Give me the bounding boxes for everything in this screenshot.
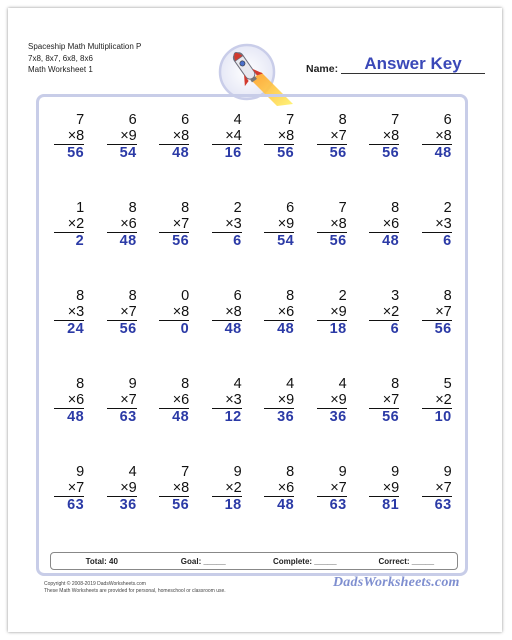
- problem-stack: [54, 112, 84, 200]
- problem-answer: 48: [277, 321, 295, 337]
- problem-stack: [369, 112, 399, 200]
- copyright-line: Copyright © 2008-2019 DadsWorksheets.com: [44, 581, 146, 587]
- problem-multiplier: ×7: [107, 304, 137, 321]
- problem-multiplier: ×6: [107, 216, 137, 233]
- problem-stack: [54, 288, 84, 376]
- problem-answer: 16: [224, 145, 242, 161]
- problem-answer: 2: [75, 233, 85, 249]
- problem-answer: 24: [67, 321, 85, 337]
- problem-answer: 63: [119, 409, 137, 425]
- problem-multiplier: ×9: [317, 304, 347, 321]
- worksheet-subtitle: Math Worksheet 1: [28, 65, 93, 74]
- problem-multiplier: ×2: [212, 480, 242, 497]
- problem-multiplier: ×8: [317, 216, 347, 233]
- problem-answer: 36: [329, 409, 347, 425]
- problem-answer: 56: [172, 233, 190, 249]
- problem-multiplier: ×8: [159, 304, 189, 321]
- problem-answer: 48: [172, 409, 190, 425]
- problem-multiplicand: 8: [391, 200, 400, 216]
- problem-answer: 56: [382, 145, 400, 161]
- worksheet-title: Spaceship Math Multiplication P: [28, 42, 142, 51]
- problem-answer: 48: [172, 145, 190, 161]
- problem-item: [148, 464, 201, 552]
- problem-multiplier: ×7: [159, 216, 189, 233]
- problem-multiplicand: 9: [338, 464, 347, 480]
- problem-answer: 54: [119, 145, 137, 161]
- problem-multiplicand: 8: [181, 376, 190, 392]
- problem-answer: 56: [329, 233, 347, 249]
- usage-line: These Math Worksheets are provided for personal, homeschool or classroom use.: [44, 587, 226, 594]
- problem-multiplicand: 7: [391, 112, 400, 128]
- problem-item: [358, 376, 411, 464]
- problem-stack: [107, 464, 137, 552]
- problem-multiplier: ×6: [264, 304, 294, 321]
- problem-multiplier: ×7: [369, 392, 399, 409]
- problem-multiplicand: 8: [181, 200, 190, 216]
- worksheet-facts: 7x8, 8x7, 6x8, 8x6: [28, 53, 93, 63]
- complete-field[interactable]: Complete: _____: [272, 556, 337, 566]
- problem-item: [96, 200, 149, 288]
- problem-multiplicand: 9: [76, 464, 85, 480]
- problem-multiplicand: 7: [286, 112, 295, 128]
- problem-stack: [159, 112, 189, 200]
- problem-item: [411, 464, 464, 552]
- problem-item: [96, 464, 149, 552]
- problem-stack: [107, 376, 137, 464]
- problem-answer: 48: [119, 233, 137, 249]
- problem-item: [96, 112, 149, 200]
- problem-multiplier: ×9: [264, 392, 294, 409]
- problem-answer: 56: [382, 409, 400, 425]
- problem-item: [411, 112, 464, 200]
- problem-item: [43, 200, 96, 288]
- problem-answer: 56: [434, 321, 452, 337]
- problem-stack: [264, 200, 294, 288]
- problem-item: [201, 200, 254, 288]
- problem-stack: [422, 112, 452, 200]
- problem-stack: [54, 464, 84, 552]
- problem-multiplicand: 8: [286, 464, 295, 480]
- problem-multiplier: ×8: [422, 128, 452, 145]
- problem-multiplier: ×7: [107, 392, 137, 409]
- problem-answer: 56: [329, 145, 347, 161]
- problem-multiplicand: 4: [233, 376, 242, 392]
- problem-stack: [317, 464, 347, 552]
- problems-grid: [43, 112, 463, 552]
- problem-item: [253, 288, 306, 376]
- problem-answer: 6: [390, 321, 400, 337]
- problem-multiplier: ×9: [369, 480, 399, 497]
- problem-stack: [369, 288, 399, 376]
- problem-answer: 48: [434, 145, 452, 161]
- problem-stack: [422, 288, 452, 376]
- problem-multiplicand: 1: [76, 200, 85, 216]
- problem-answer: 0: [180, 321, 190, 337]
- problem-multiplier: ×3: [54, 304, 84, 321]
- copyright-notice: [44, 581, 226, 594]
- problem-multiplicand: 6: [286, 200, 295, 216]
- problem-multiplicand: 8: [76, 288, 85, 304]
- problem-multiplier: ×7: [422, 304, 452, 321]
- problem-multiplier: ×9: [107, 128, 137, 145]
- problem-multiplier: ×7: [54, 480, 84, 497]
- problem-item: [306, 376, 359, 464]
- problem-stack: [369, 376, 399, 464]
- problem-answer: 63: [329, 497, 347, 513]
- problem-multiplier: ×9: [107, 480, 137, 497]
- problem-item: [253, 112, 306, 200]
- problem-multiplier: ×6: [264, 480, 294, 497]
- problem-multiplicand: 8: [76, 376, 85, 392]
- problem-item: [411, 288, 464, 376]
- problem-multiplicand: 8: [391, 376, 400, 392]
- problem-item: [306, 464, 359, 552]
- problem-stack: [422, 200, 452, 288]
- problem-item: [358, 112, 411, 200]
- problem-answer: 10: [434, 409, 452, 425]
- problem-item: [411, 200, 464, 288]
- problem-multiplier: ×3: [422, 216, 452, 233]
- problem-answer: 56: [277, 145, 295, 161]
- problem-item: [253, 464, 306, 552]
- problem-multiplier: ×4: [212, 128, 242, 145]
- problem-answer: 6: [443, 233, 452, 249]
- problem-item: [253, 376, 306, 464]
- problem-stack: [107, 200, 137, 288]
- problem-multiplier: ×7: [422, 480, 452, 497]
- problem-item: [201, 288, 254, 376]
- problem-multiplier: ×6: [369, 216, 399, 233]
- problem-stack: [159, 376, 189, 464]
- problem-multiplier: ×7: [317, 480, 347, 497]
- problem-answer: 56: [172, 497, 190, 513]
- problem-multiplicand: 8: [128, 200, 137, 216]
- problem-item: [253, 200, 306, 288]
- problem-item: [411, 376, 464, 464]
- goal-field[interactable]: Goal: _____: [180, 556, 226, 566]
- problem-item: [43, 288, 96, 376]
- problem-multiplicand: 4: [128, 464, 137, 480]
- problem-answer: 6: [233, 233, 242, 249]
- name-label: Name:: [306, 63, 339, 75]
- problem-item: [306, 112, 359, 200]
- problem-item: [358, 288, 411, 376]
- dadsworksheets-logo: DadsWorksheets.com: [333, 575, 460, 590]
- problem-multiplier: ×3: [212, 392, 242, 409]
- problem-item: [358, 200, 411, 288]
- problem-answer: 18: [329, 321, 347, 337]
- problem-multiplicand: 8: [128, 288, 137, 304]
- problem-multiplicand: 4: [233, 112, 242, 128]
- problem-item: [148, 200, 201, 288]
- problem-item: [43, 376, 96, 464]
- problem-stack: [264, 288, 294, 376]
- problem-multiplier: ×2: [422, 392, 452, 409]
- problem-multiplicand: 9: [443, 464, 452, 480]
- problem-multiplicand: 9: [128, 376, 137, 392]
- problem-stack: [422, 376, 452, 464]
- answer-key-text: Answer Key: [364, 54, 462, 73]
- problem-item: [148, 112, 201, 200]
- problem-stack: [212, 112, 242, 200]
- problem-multiplier: ×8: [264, 128, 294, 145]
- problem-answer: 18: [224, 497, 242, 513]
- problem-multiplier: ×3: [212, 216, 242, 233]
- problem-item: [43, 464, 96, 552]
- problem-stack: [212, 464, 242, 552]
- problem-multiplicand: 0: [181, 288, 190, 304]
- worksheet-header: [28, 41, 141, 76]
- problem-answer: 81: [382, 497, 400, 513]
- score-bar: [50, 552, 458, 570]
- problem-stack: [264, 464, 294, 552]
- problem-item: [201, 112, 254, 200]
- problem-multiplicand: 9: [391, 464, 400, 480]
- problem-multiplicand: 8: [443, 288, 452, 304]
- problem-answer: 48: [224, 321, 242, 337]
- problem-multiplicand: 4: [286, 376, 295, 392]
- problem-stack: [159, 288, 189, 376]
- problem-answer: 36: [277, 409, 295, 425]
- problem-multiplier: ×9: [317, 392, 347, 409]
- problem-stack: [159, 464, 189, 552]
- problem-multiplicand: 6: [181, 112, 190, 128]
- problem-multiplicand: 5: [443, 376, 452, 392]
- problem-multiplier: ×8: [212, 304, 242, 321]
- problem-multiplicand: 7: [181, 464, 190, 480]
- problem-multiplicand: 9: [233, 464, 242, 480]
- problem-stack: [54, 200, 84, 288]
- problem-stack: [317, 288, 347, 376]
- problem-multiplicand: 7: [76, 112, 85, 128]
- problem-answer: 54: [277, 233, 295, 249]
- problem-stack: [369, 200, 399, 288]
- problem-answer: 63: [67, 497, 85, 513]
- problem-multiplicand: 6: [128, 112, 137, 128]
- problem-item: [96, 288, 149, 376]
- problem-multiplier: ×6: [54, 392, 84, 409]
- problem-multiplicand: 2: [338, 288, 347, 304]
- problem-multiplier: ×8: [54, 128, 84, 145]
- correct-field[interactable]: Correct: _____: [378, 556, 435, 566]
- problem-multiplicand: 2: [443, 200, 452, 216]
- problem-stack: [159, 200, 189, 288]
- problem-stack: [369, 464, 399, 552]
- problem-answer: 48: [277, 497, 295, 513]
- problem-item: [201, 464, 254, 552]
- problem-item: [96, 376, 149, 464]
- problem-stack: [317, 200, 347, 288]
- total-label: Total: 40: [85, 556, 118, 566]
- problem-multiplier: ×9: [264, 216, 294, 233]
- problem-multiplicand: 6: [233, 288, 242, 304]
- problem-answer: 56: [119, 321, 137, 337]
- problem-stack: [317, 376, 347, 464]
- problem-multiplicand: 6: [443, 112, 452, 128]
- problem-multiplier: ×8: [369, 128, 399, 145]
- problem-item: [148, 288, 201, 376]
- problem-multiplicand: 4: [338, 376, 347, 392]
- problem-multiplier: ×6: [159, 392, 189, 409]
- problem-multiplier: ×7: [317, 128, 347, 145]
- problem-item: [43, 112, 96, 200]
- problem-stack: [317, 112, 347, 200]
- problem-multiplicand: 7: [338, 200, 347, 216]
- problem-answer: 36: [119, 497, 137, 513]
- problem-multiplicand: 8: [338, 112, 347, 128]
- problem-item: [306, 200, 359, 288]
- problem-item: [148, 376, 201, 464]
- problem-answer: 56: [67, 145, 85, 161]
- problem-answer: 63: [434, 497, 452, 513]
- problem-stack: [107, 112, 137, 200]
- problem-stack: [212, 376, 242, 464]
- problem-stack: [264, 376, 294, 464]
- problem-multiplier: ×2: [54, 216, 84, 233]
- problem-multiplicand: 2: [233, 200, 242, 216]
- problem-item: [306, 288, 359, 376]
- problem-stack: [422, 464, 452, 552]
- problem-item: [201, 376, 254, 464]
- problem-stack: [264, 112, 294, 200]
- problem-stack: [107, 288, 137, 376]
- problem-answer: 48: [67, 409, 85, 425]
- problem-multiplicand: 3: [391, 288, 400, 304]
- problem-multiplicand: 8: [286, 288, 295, 304]
- problem-multiplier: ×8: [159, 480, 189, 497]
- problem-item: [358, 464, 411, 552]
- problem-stack: [212, 288, 242, 376]
- problem-multiplier: ×2: [369, 304, 399, 321]
- problem-answer: 48: [382, 233, 400, 249]
- problem-stack: [54, 376, 84, 464]
- problem-multiplier: ×8: [159, 128, 189, 145]
- problem-answer: 12: [224, 409, 242, 425]
- problem-stack: [212, 200, 242, 288]
